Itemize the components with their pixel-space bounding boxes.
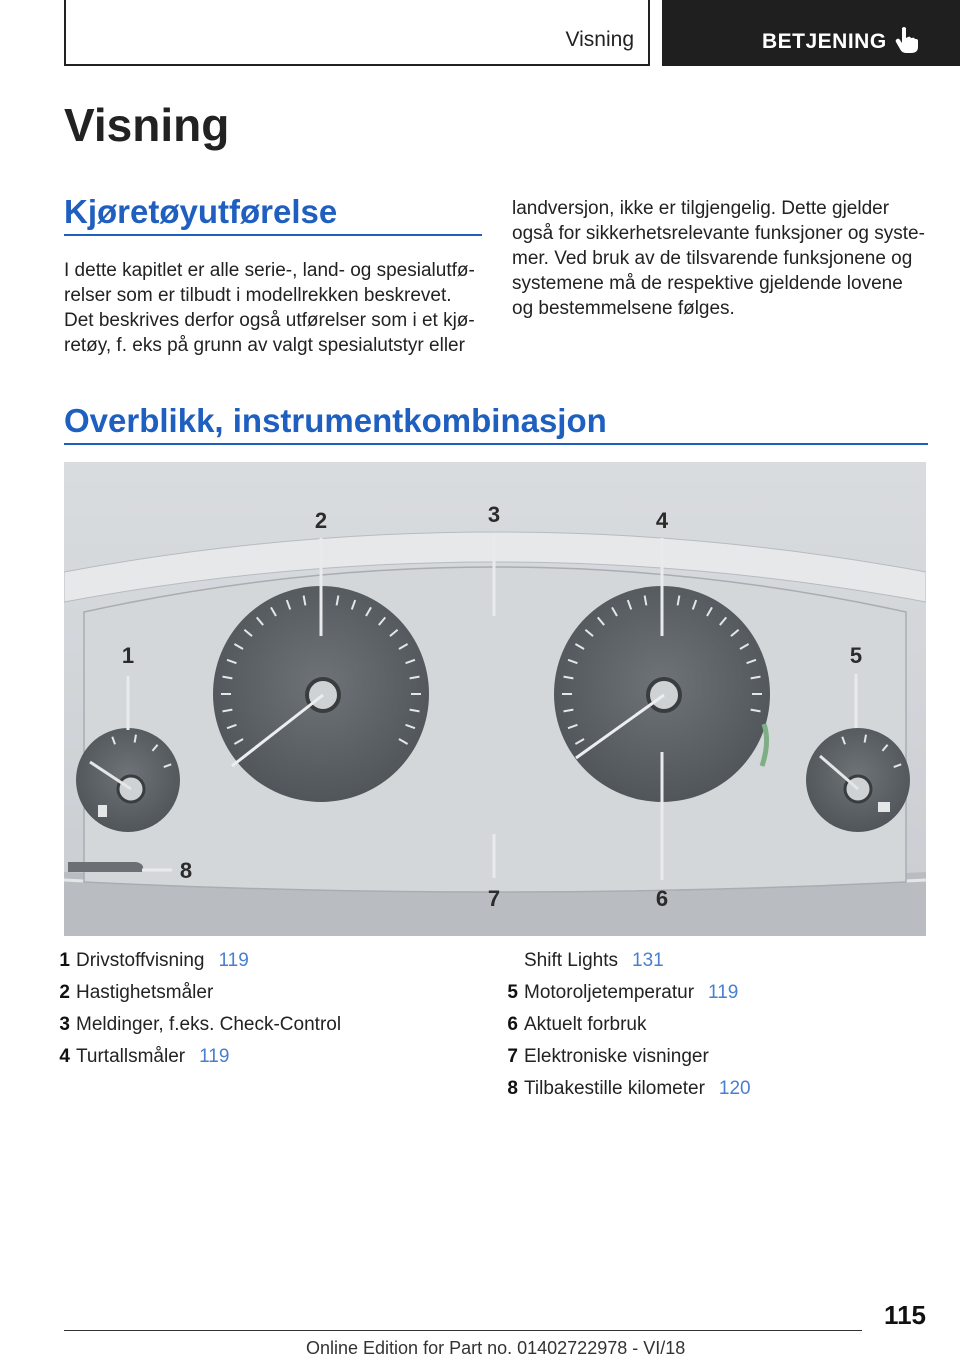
legend-label: Hastighetsmåler: [76, 982, 214, 1003]
legend-number: 6: [507, 1014, 518, 1035]
page-reference-link[interactable]: 131: [632, 950, 664, 971]
legend-number: 3: [59, 1014, 70, 1035]
legend-label: Meldinger, f.eks. Check-Control: [76, 1014, 342, 1035]
fuel-gauge: [76, 728, 180, 832]
text-line: mer. Ved bruk av de tilsvarende funksjonene og: [512, 248, 913, 269]
footer-rule: [64, 1330, 862, 1331]
legend-right: [494, 950, 914, 1122]
header-chapter-label: BETJENING: [762, 30, 887, 53]
legend-number: 1: [59, 950, 70, 971]
legend-label: Turtallsmåler: [76, 1046, 186, 1067]
trip-reset-button: [68, 862, 143, 872]
callout-3: 3: [487, 502, 501, 527]
callout-6: 6: [655, 886, 669, 911]
callout-4: 4: [655, 508, 669, 533]
callout-8: 8: [179, 858, 193, 883]
right-column-text: [512, 196, 932, 321]
callout-2: 2: [314, 508, 328, 533]
section-rule: [64, 443, 928, 445]
legend-number: 7: [507, 1046, 518, 1067]
page-reference-link[interactable]: 119: [708, 982, 739, 1003]
legend-label: Shift Lights: [524, 950, 618, 971]
header-chapter-box: [662, 0, 960, 66]
page-reference-link[interactable]: 119: [199, 1046, 230, 1067]
page-reference-link[interactable]: 120: [718, 1078, 751, 1099]
section-heading-instrument-cluster: Overblikk, instrumentkombinasjon: [64, 402, 607, 439]
legend-number: 2: [59, 982, 70, 1003]
fuel-pump-icon: [98, 805, 107, 817]
text-line: retøy, f. eks på grunn av valgt spesialutstyr eller: [64, 335, 465, 356]
oil-temperature-gauge: [806, 728, 910, 832]
legend-label: Aktuelt forbruk: [524, 1014, 647, 1035]
text-line: Det beskrives derfor også utførelser som i et kjø-: [64, 310, 475, 331]
text-line: relser som er tilbudt i modellrekken beskrevet.: [64, 285, 452, 306]
legend-number: 5: [507, 982, 518, 1003]
text-line: og bestemmelsene følges.: [512, 298, 735, 319]
footer-edition: Online Edition for Part no. 01402722978 - VI/18: [306, 1338, 686, 1358]
text-line: I dette kapitlet er alle serie-, land- og spesialutfø-: [64, 260, 475, 281]
text-line: landversjon, ikke er tilgjengelig. Dette gjelder: [512, 198, 890, 219]
legend-left: [46, 950, 466, 1090]
page-number: 115: [884, 1300, 926, 1330]
oil-can-icon: [878, 802, 890, 812]
legend-number: 8: [507, 1078, 518, 1099]
section-rule: [64, 234, 482, 236]
pointing-hand-icon: [894, 26, 920, 54]
instrument-cluster-figure: [64, 462, 926, 936]
callout-5: 5: [849, 643, 863, 668]
callout-7: 7: [487, 886, 501, 911]
legend-label: Tilbakestille kilometer: [524, 1078, 705, 1099]
callout-1: 1: [121, 643, 135, 668]
legend-label: Motoroljetemperatur: [524, 982, 695, 1003]
legend-number: 4: [59, 1046, 70, 1067]
page-reference-link[interactable]: 119: [218, 950, 249, 971]
page-title: Visning: [64, 99, 230, 151]
left-column-text: [64, 258, 484, 358]
dial-tick: [135, 735, 136, 743]
text-line: systemene må de respektive gjeldende lovene: [512, 273, 903, 294]
header-section-box: [64, 0, 650, 66]
text-line: også for sikkerhetsrelevante funksjoner og syste-: [512, 223, 925, 244]
header-section-label: Visning: [565, 28, 634, 51]
legend-label: Drivstoffvisning: [76, 950, 205, 971]
legend-label: Elektroniske visninger: [524, 1046, 709, 1067]
section-heading-vehicle-version: Kjøretøyutførelse: [64, 193, 338, 230]
dial-tick: [865, 735, 866, 743]
